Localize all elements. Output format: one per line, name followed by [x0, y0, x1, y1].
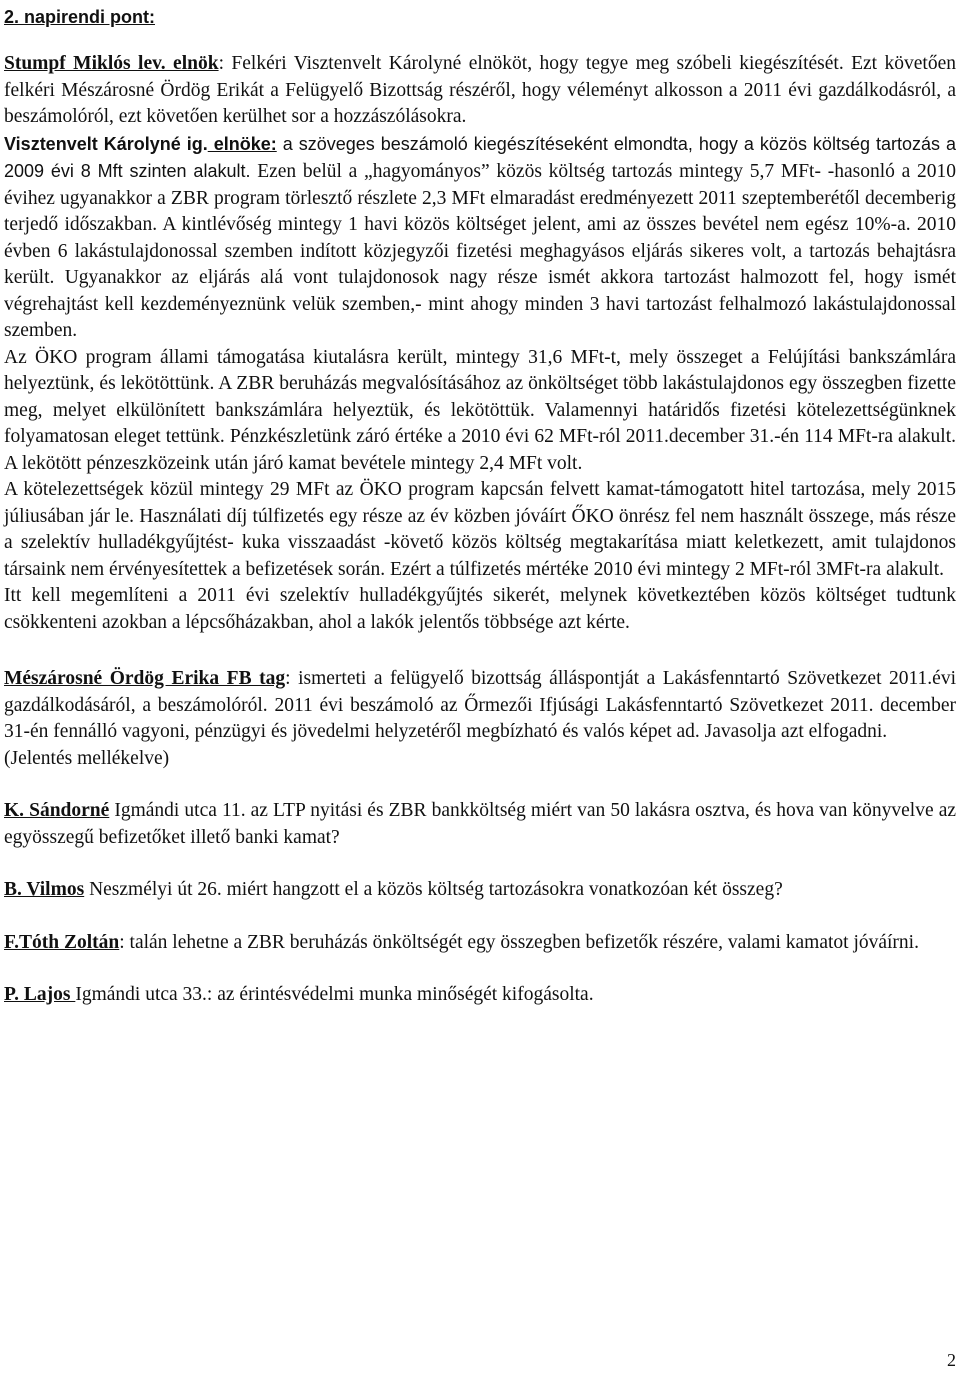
- fb-note: (Jelentés mellékelve): [4, 747, 170, 769]
- question-2: [4, 877, 956, 904]
- intro-text: : Felkéri Visztenvelt Károlyné elnököt, hogy tegye meg szóbeli kiegészítését. Ezt követően felkéri Mészárosné Ördög Erikát a Felügyelő Bizottság részéről, hogy véleményt alkosson a 2011 évi gazdálkodásról, a beszámolóról, ezt követően kerülhet sor a hozzászólásokra.: [4, 53, 956, 127]
- intro-paragraph: [4, 51, 956, 131]
- question-text: Igmándi utca 33.: az érintésvédelmi munka minőségét kifogásolta.: [75, 984, 594, 1005]
- agenda-heading: 2. napirendi pont:: [4, 7, 155, 27]
- fb-text: : ismerteti a felügyelő bizottság álláspontját a Lakásfenntartó Szövetkezet 2011.évi gazdálkodásáról, a beszámolóról. 2011 évi beszámoló az Őrmezői Ifjúsági Lakásfenntartó Szövetkezet 2011. december 31-én fennálló vagyoni, pénzügyi és jövedelmi helyzetéről megbízható és valós képet ad. Javasolja azt elfogadni.: [4, 668, 957, 742]
- visztenvelt-text-b: Ezen belül a „hagyományos” közös költség tartozás mintegy 5,7 MFt- -hasonló a 2010 évihez ugyanakkor a ZBR program törlesztő részlete 2,3 MFt elmaradást eredményezett 2011 szeptemberétől decemberig terjedő időszakban. A kintlévőség mintegy 1 havi közös költséget jelent, ami az összes bevétel nem egész 10%-a. 2010 évben 6 lakástulajdonossal szemben indított közjegyzői fizetési meghagyásos eljárás sikeres volt, a tartozás behajtásra került. Ugyanakkor az eljárás alá vont tulajdonosok nagy része ismét akkora tartozást halmozott fel, hogy ismét végrehajtást kell kezdeményeznünk velük szemben,- mint ahogy minden 3 havi tartozást felhalmozó lakástulajdonossal szemben.: [4, 161, 956, 341]
- speaker-name: B. Vilmos: [4, 879, 85, 900]
- selective-waste-paragraph: Itt kell megemlíteni a 2011 évi szelektív hulladékgyűjtés sikerét, melynek következtében közös költséget tudtunk csökkenteni azokban a lépcsőházakban, ahol a lakók jelentős többsége azt kérte.: [4, 585, 956, 633]
- speaker-role: elnöke:: [207, 133, 277, 154]
- speaker-name: K. Sándorné: [4, 800, 110, 821]
- speaker-name: Mészárosné Ördög Erika FB tag: [4, 668, 286, 689]
- speaker-name: Visztenvelt Károlyné ig.: [4, 133, 208, 154]
- liabilities-paragraph: A kötelezettségek közül mintegy 29 MFt az ÖKO program kapcsán felvett kamat-támogatott hitel tartozása, mely 2015 júliusában jár le. Használati díj túlfizetés egy része az év közben jóváírt ŐKO önrész fel nem használt összege, más része a szelektív hulladékgyűjtést- kuka visszaadást -követő közös költség megtakarítása miatt keletkezett, amit tulajdonos társaink nem érvényesítettek a befizetések során. Ezért a túlfizetés mértéke 2010 évi mintegy 2 MFt-ról 3MFt-ra alakult.: [4, 479, 956, 580]
- question-text: : talán lehetne a ZBR beruházás önköltségét egy összegben befizetők részére, valami kamatot jóváírni.: [119, 931, 919, 953]
- speaker-name: P. Lajos: [4, 984, 76, 1005]
- question-3: [4, 930, 956, 957]
- question-text: Neszmélyi út 26. miért hangzott el a közös költség tartozásokra vonatkozóan két összeg?: [84, 879, 783, 900]
- question-1: [4, 798, 956, 851]
- visztenvelt-paragraph: [4, 131, 956, 345]
- question-text: Igmándi utca 11. az LTP nyitási és ZBR bankköltség miért van 50 lakásra osztva, és hova van könyvelve az egyösszegű befizetőket illető banki kamat?: [4, 800, 957, 848]
- page-number: 2: [947, 1350, 956, 1370]
- document-page: [4, 4, 956, 1009]
- speaker-name: F.Tóth Zoltán: [4, 931, 120, 953]
- question-4: [4, 982, 956, 1009]
- oko-paragraph: Az ÖKO program állami támogatása kiutalásra került, mintegy 31,6 MFt-t, mely összeget a Felújítási bankszámlára helyeztünk, és lekötöttünk. A ZBR beruházás megvalósításához az önköltséget több lakástulajdonos egy összegben fizette meg, melyet elkülönített bankszámlára helyeztük, és lekötöttük. Valamennyi határidős fizetési kötelezettségünknek folyamatosan eleget tettünk. Pénzkészletünk záró értéke a 2010 évi 62 MFt-ról 2011.december 31.-én 114 MFt-ra alakult. A lekötött pénzeszközeink után járó kamat bevétele mintegy 2,4 MFt volt.: [4, 346, 956, 474]
- visztenvelt-text-a: a szöveges beszámoló kiegészítéseként elmondta, hogy a közös költség tartozás a 2009 évi 8 Mft szinten alakult.: [4, 133, 956, 181]
- speaker-name: Stumpf Miklós lev. elnök: [4, 53, 219, 74]
- fb-paragraph: [4, 666, 956, 746]
